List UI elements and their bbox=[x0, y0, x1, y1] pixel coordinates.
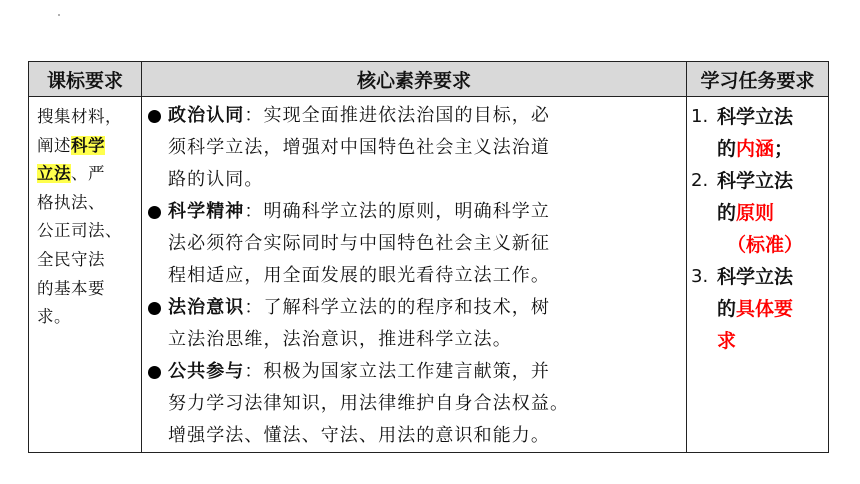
item-line: 努力学习法律知识，用法律维护自身合法权益。 bbox=[168, 393, 570, 414]
content-row bbox=[29, 97, 829, 453]
task-keyword: 原则 bbox=[736, 202, 775, 224]
curriculum-line: 全民守法 bbox=[37, 249, 105, 269]
item-line: 须科学立法，增强对中国特色社会主义法治道 bbox=[168, 137, 550, 158]
item-line bbox=[168, 356, 686, 388]
task-keyword: （标准） bbox=[727, 234, 804, 256]
task-line: 科学立法 bbox=[717, 266, 794, 288]
task-item bbox=[691, 101, 828, 165]
task-keyword: 内涵 bbox=[736, 138, 775, 160]
item-heading: 政治认同 bbox=[168, 105, 245, 126]
highlight-keyword: 科学 bbox=[71, 135, 105, 155]
curriculum-line: 格执法、 bbox=[37, 192, 105, 212]
task-body bbox=[717, 101, 793, 165]
curriculum-text: 阐述 bbox=[37, 135, 71, 155]
bullet-icon bbox=[148, 366, 161, 379]
item-line: 路的认同。 bbox=[168, 169, 264, 190]
bullet-icon bbox=[148, 206, 161, 219]
curriculum-line bbox=[37, 132, 137, 161]
requirements-table bbox=[28, 61, 829, 453]
task-number: 1. bbox=[691, 106, 709, 127]
literacy-item-public-participation bbox=[148, 356, 686, 452]
task-item bbox=[691, 261, 828, 357]
literacy-item-rule-of-law bbox=[148, 292, 686, 356]
task-keyword: 具体要 bbox=[736, 298, 794, 320]
curriculum-cell bbox=[29, 97, 142, 453]
curriculum-text: 、严 bbox=[71, 164, 105, 184]
item-line bbox=[168, 196, 686, 228]
item-heading: 公共参与 bbox=[168, 361, 245, 382]
curriculum-line: 公正司法、 bbox=[37, 221, 122, 241]
task-number: 2. bbox=[691, 170, 709, 191]
bullet-icon bbox=[148, 110, 161, 123]
task-body bbox=[717, 261, 793, 357]
item-text: ：实现全面推进依法治国的目标，必 bbox=[244, 105, 551, 126]
decorative-dot bbox=[58, 14, 60, 16]
task-line bbox=[717, 133, 793, 165]
header-learning-tasks: 学习任务要求 bbox=[687, 62, 829, 97]
header-core-literacy: 核心素养要求 bbox=[142, 62, 687, 97]
task-item bbox=[691, 165, 828, 261]
curriculum-line: 的基本要 bbox=[37, 278, 105, 298]
task-line bbox=[717, 293, 793, 325]
header-curriculum: 课标要求 bbox=[29, 62, 142, 97]
core-literacy-cell bbox=[142, 97, 687, 453]
item-line bbox=[168, 100, 686, 132]
task-keyword: 求 bbox=[717, 330, 737, 352]
item-line: 程相适应，用全面发展的眼光看待立法工作。 bbox=[168, 265, 550, 286]
header-row bbox=[29, 62, 829, 97]
task-text: ； bbox=[774, 138, 794, 160]
item-line: 立法治思维，法治意识，推进科学立法。 bbox=[168, 329, 512, 350]
task-number: 3. bbox=[691, 266, 709, 287]
highlight-keyword: 立法 bbox=[37, 164, 71, 184]
curriculum-line bbox=[37, 160, 137, 189]
literacy-item-scientific-spirit bbox=[148, 196, 686, 292]
curriculum-line: 求。 bbox=[37, 307, 71, 327]
item-line bbox=[168, 292, 686, 324]
item-text: ：积极为国家立法工作建言献策，并 bbox=[244, 361, 551, 382]
item-text: ：了解科学立法的的程序和技术，树 bbox=[244, 297, 551, 318]
task-text: 的 bbox=[717, 202, 737, 224]
task-line: 科学立法 bbox=[717, 170, 794, 192]
curriculum-line: 搜集材料， bbox=[37, 107, 122, 126]
item-heading: 科学精神 bbox=[168, 201, 245, 222]
item-line: 增强学法、懂法、守法、用法的意识和能力。 bbox=[168, 425, 550, 446]
task-text: 的 bbox=[717, 138, 737, 160]
learning-tasks-cell bbox=[687, 97, 829, 453]
item-line: 法必须符合实际同时与中国特色社会主义新征 bbox=[168, 233, 550, 254]
literacy-item-political-identity bbox=[148, 100, 686, 196]
task-line bbox=[717, 197, 803, 229]
item-text: ：明确科学立法的原则，明确科学立 bbox=[244, 201, 551, 222]
item-heading: 法治意识 bbox=[168, 297, 245, 318]
task-body bbox=[717, 165, 803, 261]
task-text: 的 bbox=[717, 298, 737, 320]
bullet-icon bbox=[148, 302, 161, 315]
task-line: 科学立法 bbox=[717, 106, 794, 128]
